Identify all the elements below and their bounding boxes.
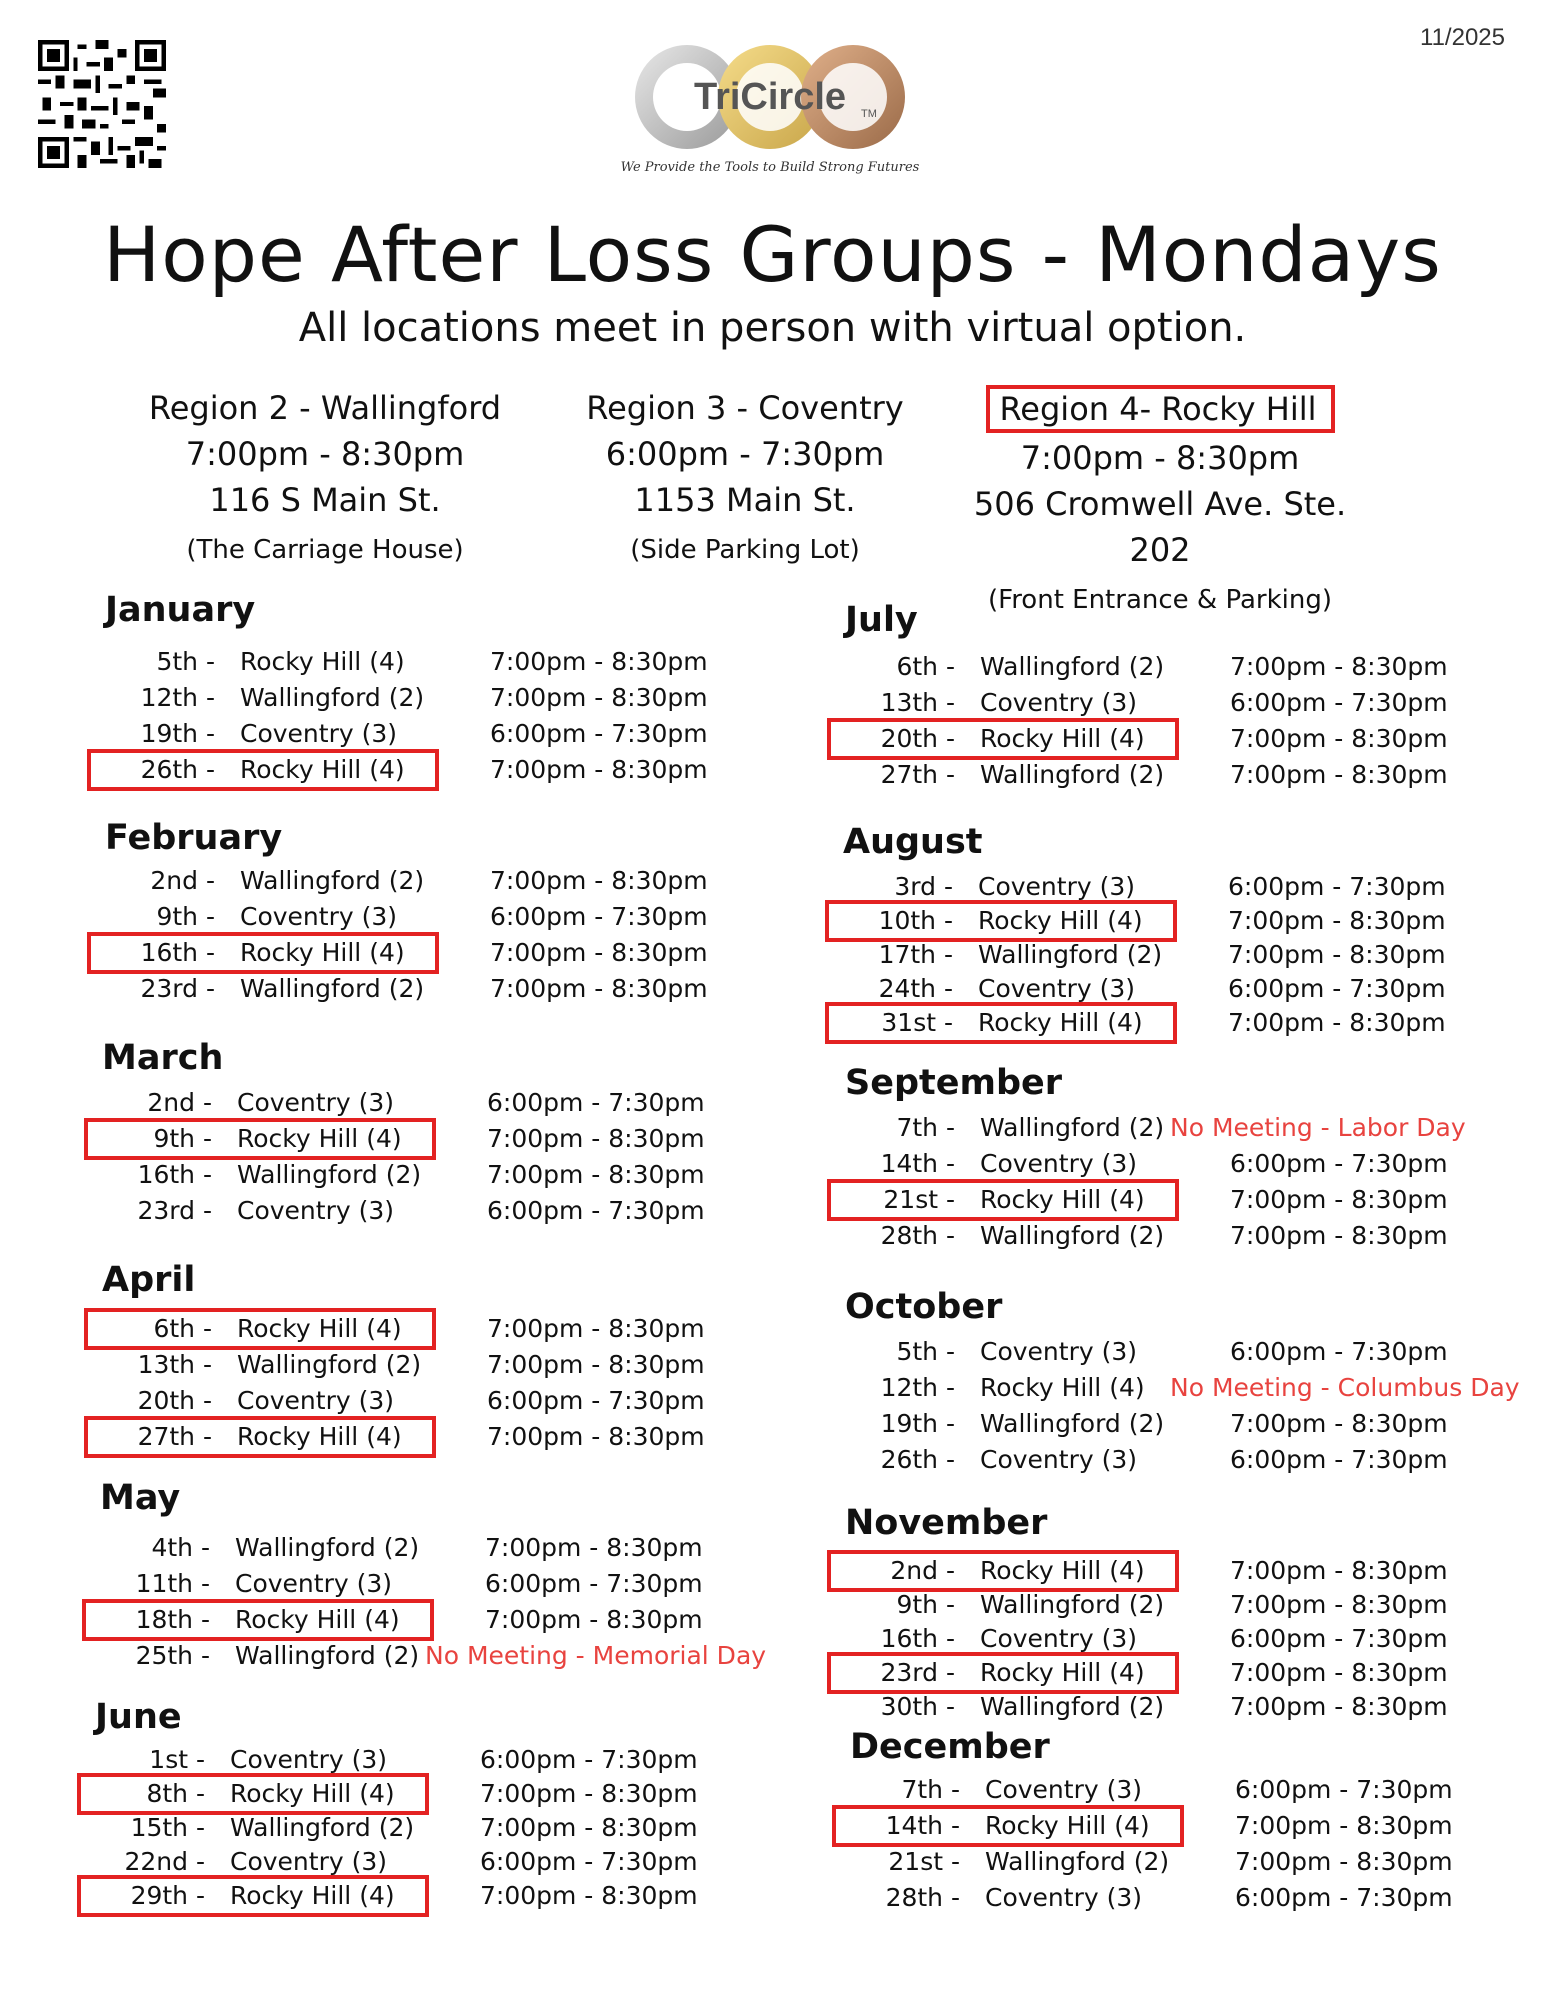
month-heading: November: [845, 1503, 1048, 1543]
meeting-location: Rocky Hill (4): [237, 1422, 402, 1451]
meeting-time: 6:00pm - 7:30pm: [1230, 688, 1448, 717]
meeting-location: Wallingford (2): [237, 1160, 422, 1189]
meeting-day: 26th -: [880, 1445, 955, 1474]
meeting-day: 31st -: [881, 1008, 953, 1037]
meeting-day: 3rd -: [894, 872, 953, 901]
meeting-location: Coventry (3): [985, 1775, 1143, 1804]
meeting-location: Wallingford (2): [240, 683, 425, 712]
month-heading: June: [95, 1697, 182, 1737]
meeting-time: 6:00pm - 7:30pm: [480, 1745, 698, 1774]
meeting-location: Coventry (3): [237, 1088, 395, 1117]
meeting-day: 26th -: [140, 755, 215, 784]
meeting-day: 19th -: [880, 1409, 955, 1438]
meeting-day: 7th -: [901, 1775, 960, 1804]
meeting-location: Wallingford (2): [980, 1113, 1165, 1142]
meeting-location: Coventry (3): [978, 974, 1136, 1003]
meeting-day: 28th -: [885, 1883, 960, 1912]
meeting-day: 6th -: [153, 1314, 212, 1343]
meeting-location: Wallingford (2): [985, 1847, 1170, 1876]
meeting-location: Coventry (3): [237, 1196, 395, 1225]
meeting-day: 1st -: [149, 1745, 205, 1774]
meeting-location: Wallingford (2): [980, 652, 1165, 681]
meeting-location: Coventry (3): [230, 1745, 388, 1774]
meeting-time: 7:00pm - 8:30pm: [1230, 1556, 1448, 1585]
meeting-location: Rocky Hill (4): [978, 906, 1143, 935]
meeting-time: 7:00pm - 8:30pm: [487, 1160, 705, 1189]
meeting-time: 7:00pm - 8:30pm: [485, 1605, 703, 1634]
meeting-day: 4th -: [151, 1533, 210, 1562]
meeting-time: 7:00pm - 8:30pm: [1230, 724, 1448, 753]
meeting-location: Wallingford (2): [980, 760, 1165, 789]
region-name: Region 3 - Coventry: [586, 389, 904, 427]
meeting-day: 10th -: [878, 906, 953, 935]
meeting-day: 14th -: [885, 1811, 960, 1840]
meeting-location: Coventry (3): [980, 1149, 1138, 1178]
meeting-location: Rocky Hill (4): [980, 1556, 1145, 1585]
region-address: 506 Cromwell Ave. Ste. 202: [973, 485, 1347, 569]
meeting-location: Rocky Hill (4): [237, 1314, 402, 1343]
meeting-location: Coventry (3): [980, 1445, 1138, 1474]
meeting-time: 6:00pm - 7:30pm: [485, 1569, 703, 1598]
meeting-day: 5th -: [896, 1337, 955, 1366]
meeting-day: 8th -: [146, 1779, 205, 1808]
meeting-time: 7:00pm - 8:30pm: [490, 755, 708, 784]
meeting-day: 19th -: [140, 719, 215, 748]
region-name: Region 2 - Wallingford: [148, 389, 502, 427]
region-note: (The Carriage House): [186, 535, 464, 565]
meeting-day: 9th -: [153, 1124, 212, 1153]
region-2-info: [115, 385, 535, 573]
meeting-time: 7:00pm - 8:30pm: [1230, 1658, 1448, 1687]
meeting-location: Rocky Hill (4): [985, 1811, 1150, 1840]
meeting-location: Rocky Hill (4): [980, 1185, 1145, 1214]
meeting-time: 6:00pm - 7:30pm: [1228, 872, 1446, 901]
meeting-time: 7:00pm - 8:30pm: [490, 974, 708, 1003]
meeting-time: 6:00pm - 7:30pm: [1230, 1149, 1448, 1178]
region-time: 7:00pm - 8:30pm: [1020, 439, 1300, 477]
meeting-location: Wallingford (2): [980, 1221, 1165, 1250]
meeting-time: 6:00pm - 7:30pm: [1230, 1624, 1448, 1653]
meeting-location: Rocky Hill (4): [230, 1881, 395, 1910]
month-heading: March: [102, 1038, 224, 1078]
meeting-location: Wallingford (2): [240, 866, 425, 895]
meeting-day: 2nd -: [147, 1088, 212, 1117]
month-heading: August: [843, 822, 983, 862]
meeting-day: 7th -: [896, 1113, 955, 1142]
no-meeting-note: No Meeting - Columbus Day: [1170, 1373, 1520, 1402]
meeting-day: 21st -: [888, 1847, 960, 1876]
meeting-location: Coventry (3): [230, 1847, 388, 1876]
meeting-day: 21st -: [883, 1185, 955, 1214]
svg-text:TM: TM: [861, 108, 877, 120]
meeting-day: 2nd -: [890, 1556, 955, 1585]
meeting-time: 7:00pm - 8:30pm: [480, 1779, 698, 1808]
meeting-location: Wallingford (2): [980, 1409, 1165, 1438]
meeting-time: 7:00pm - 8:30pm: [1235, 1811, 1453, 1840]
meeting-day: 18th -: [135, 1605, 210, 1634]
meeting-location: Rocky Hill (4): [240, 755, 405, 784]
meeting-day: 11th -: [135, 1569, 210, 1598]
meeting-day: 5th -: [156, 647, 215, 676]
meeting-time: 7:00pm - 8:30pm: [1230, 1185, 1448, 1214]
meeting-location: Coventry (3): [237, 1386, 395, 1415]
meeting-day: 23rd -: [140, 974, 215, 1003]
tricircle-logo: [615, 35, 925, 185]
logo-circles-icon: [615, 35, 925, 160]
meeting-day: 29th -: [130, 1881, 205, 1910]
month-heading: September: [845, 1063, 1062, 1103]
meeting-time: 7:00pm - 8:30pm: [1228, 1008, 1446, 1037]
meeting-location: Wallingford (2): [230, 1813, 415, 1842]
no-meeting-note: No Meeting - Labor Day: [1170, 1113, 1466, 1142]
region-4-info: [950, 385, 1370, 623]
month-heading: December: [850, 1727, 1050, 1767]
meeting-location: Coventry (3): [980, 1624, 1138, 1653]
meeting-location: Wallingford (2): [235, 1641, 420, 1670]
meeting-time: 6:00pm - 7:30pm: [487, 1088, 705, 1117]
meeting-time: 6:00pm - 7:30pm: [490, 719, 708, 748]
meeting-day: 9th -: [156, 902, 215, 931]
meeting-time: 6:00pm - 7:30pm: [490, 902, 708, 931]
meeting-time: 7:00pm - 8:30pm: [1230, 1692, 1448, 1721]
meeting-day: 20th -: [880, 724, 955, 753]
meeting-location: Wallingford (2): [240, 974, 425, 1003]
meeting-time: 7:00pm - 8:30pm: [1230, 652, 1448, 681]
meeting-time: 7:00pm - 8:30pm: [1230, 760, 1448, 789]
meeting-day: 17th -: [878, 940, 953, 969]
meeting-time: 7:00pm - 8:30pm: [1230, 1409, 1448, 1438]
meeting-time: 7:00pm - 8:30pm: [490, 683, 708, 712]
month-heading: January: [105, 590, 256, 630]
meeting-day: 28th -: [880, 1221, 955, 1250]
meeting-time: 7:00pm - 8:30pm: [490, 647, 708, 676]
meeting-location: Coventry (3): [978, 872, 1136, 901]
meeting-location: Coventry (3): [985, 1883, 1143, 1912]
meeting-location: Wallingford (2): [235, 1533, 420, 1562]
region-address: 116 S Main St.: [209, 481, 441, 519]
meeting-location: Rocky Hill (4): [978, 1008, 1143, 1037]
region-name-highlighted: Region 4- Rocky Hill: [986, 385, 1335, 433]
meeting-location: Coventry (3): [235, 1569, 393, 1598]
meeting-location: Coventry (3): [240, 902, 398, 931]
meeting-time: 7:00pm - 8:30pm: [487, 1314, 705, 1343]
region-time: 7:00pm - 8:30pm: [185, 435, 465, 473]
meeting-time: 7:00pm - 8:30pm: [487, 1124, 705, 1153]
meeting-day: 27th -: [880, 760, 955, 789]
meeting-day: 24th -: [878, 974, 953, 1003]
region-note: (Front Entrance & Parking): [987, 585, 1332, 615]
meeting-time: 6:00pm - 7:30pm: [487, 1196, 705, 1225]
meeting-time: 6:00pm - 7:30pm: [1230, 1445, 1448, 1474]
meeting-day: 13th -: [137, 1350, 212, 1379]
meeting-day: 23rd -: [880, 1658, 955, 1687]
month-heading: July: [845, 600, 918, 640]
logo-text: TriCircle: [693, 76, 847, 118]
meeting-time: 6:00pm - 7:30pm: [1235, 1775, 1453, 1804]
meeting-day: 25th -: [135, 1641, 210, 1670]
meeting-time: 7:00pm - 8:30pm: [480, 1813, 698, 1842]
meeting-location: Wallingford (2): [980, 1692, 1165, 1721]
meeting-time: 7:00pm - 8:30pm: [1228, 906, 1446, 935]
meeting-time: 7:00pm - 8:30pm: [485, 1533, 703, 1562]
meeting-location: Rocky Hill (4): [230, 1779, 395, 1808]
meeting-location: Rocky Hill (4): [980, 724, 1145, 753]
meeting-day: 14th -: [880, 1149, 955, 1178]
meeting-location: Wallingford (2): [237, 1350, 422, 1379]
meeting-day: 6th -: [896, 652, 955, 681]
page-title: Hope After Loss Groups - Mondays: [103, 210, 1442, 299]
meeting-location: Rocky Hill (4): [980, 1658, 1145, 1687]
meeting-time: 7:00pm - 8:30pm: [480, 1881, 698, 1910]
date-code: 11/2025: [1420, 24, 1505, 51]
meeting-location: Rocky Hill (4): [980, 1373, 1145, 1402]
meeting-day: 22nd -: [124, 1847, 205, 1876]
meeting-time: 7:00pm - 8:30pm: [1230, 1590, 1448, 1619]
no-meeting-note: No Meeting - Memorial Day: [425, 1641, 767, 1670]
meeting-location: Rocky Hill (4): [240, 647, 405, 676]
logo-tagline: We Provide the Tools to Build Strong Futures: [620, 160, 920, 175]
meeting-location: Rocky Hill (4): [240, 938, 405, 967]
meeting-time: 7:00pm - 8:30pm: [1230, 1221, 1448, 1250]
meeting-day: 30th -: [880, 1692, 955, 1721]
meeting-time: 7:00pm - 8:30pm: [490, 866, 708, 895]
meeting-time: 7:00pm - 8:30pm: [490, 938, 708, 967]
meeting-day: 2nd -: [150, 866, 215, 895]
meeting-day: 12th -: [140, 683, 215, 712]
meeting-time: 6:00pm - 7:30pm: [480, 1847, 698, 1876]
meeting-day: 23rd -: [137, 1196, 212, 1225]
meeting-day: 16th -: [137, 1160, 212, 1189]
qr-code-icon: [38, 40, 166, 168]
meeting-time: 6:00pm - 7:30pm: [487, 1386, 705, 1415]
month-heading: April: [102, 1260, 196, 1300]
month-heading: May: [100, 1478, 181, 1518]
meeting-day: 13th -: [880, 688, 955, 717]
meeting-location: Coventry (3): [980, 1337, 1138, 1366]
meeting-day: 15th -: [130, 1813, 205, 1842]
meeting-time: 6:00pm - 7:30pm: [1228, 974, 1446, 1003]
region-note: (Side Parking Lot): [630, 535, 860, 565]
meeting-time: 7:00pm - 8:30pm: [1235, 1847, 1453, 1876]
meeting-time: 7:00pm - 8:30pm: [487, 1350, 705, 1379]
meeting-time: 6:00pm - 7:30pm: [1235, 1883, 1453, 1912]
meeting-time: 7:00pm - 8:30pm: [1228, 940, 1446, 969]
meeting-location: Rocky Hill (4): [237, 1124, 402, 1153]
meeting-day: 27th -: [137, 1422, 212, 1451]
meeting-day: 9th -: [896, 1590, 955, 1619]
meeting-location: Rocky Hill (4): [235, 1605, 400, 1634]
meeting-day: 12th -: [880, 1373, 955, 1402]
month-heading: February: [105, 818, 283, 858]
meeting-location: Coventry (3): [980, 688, 1138, 717]
meeting-location: Wallingford (2): [978, 940, 1163, 969]
meeting-location: Coventry (3): [240, 719, 398, 748]
subtitle: All locations meet in person with virtual option.: [298, 305, 1247, 351]
meeting-day: 16th -: [880, 1624, 955, 1653]
meeting-location: Wallingford (2): [980, 1590, 1165, 1619]
meeting-time: 7:00pm - 8:30pm: [487, 1422, 705, 1451]
region-address: 1153 Main St.: [634, 481, 856, 519]
meeting-day: 16th -: [140, 938, 215, 967]
meeting-time: 6:00pm - 7:30pm: [1230, 1337, 1448, 1366]
region-time: 6:00pm - 7:30pm: [605, 435, 885, 473]
region-3-info: [535, 385, 955, 573]
month-heading: October: [845, 1287, 1003, 1327]
meeting-day: 20th -: [137, 1386, 212, 1415]
